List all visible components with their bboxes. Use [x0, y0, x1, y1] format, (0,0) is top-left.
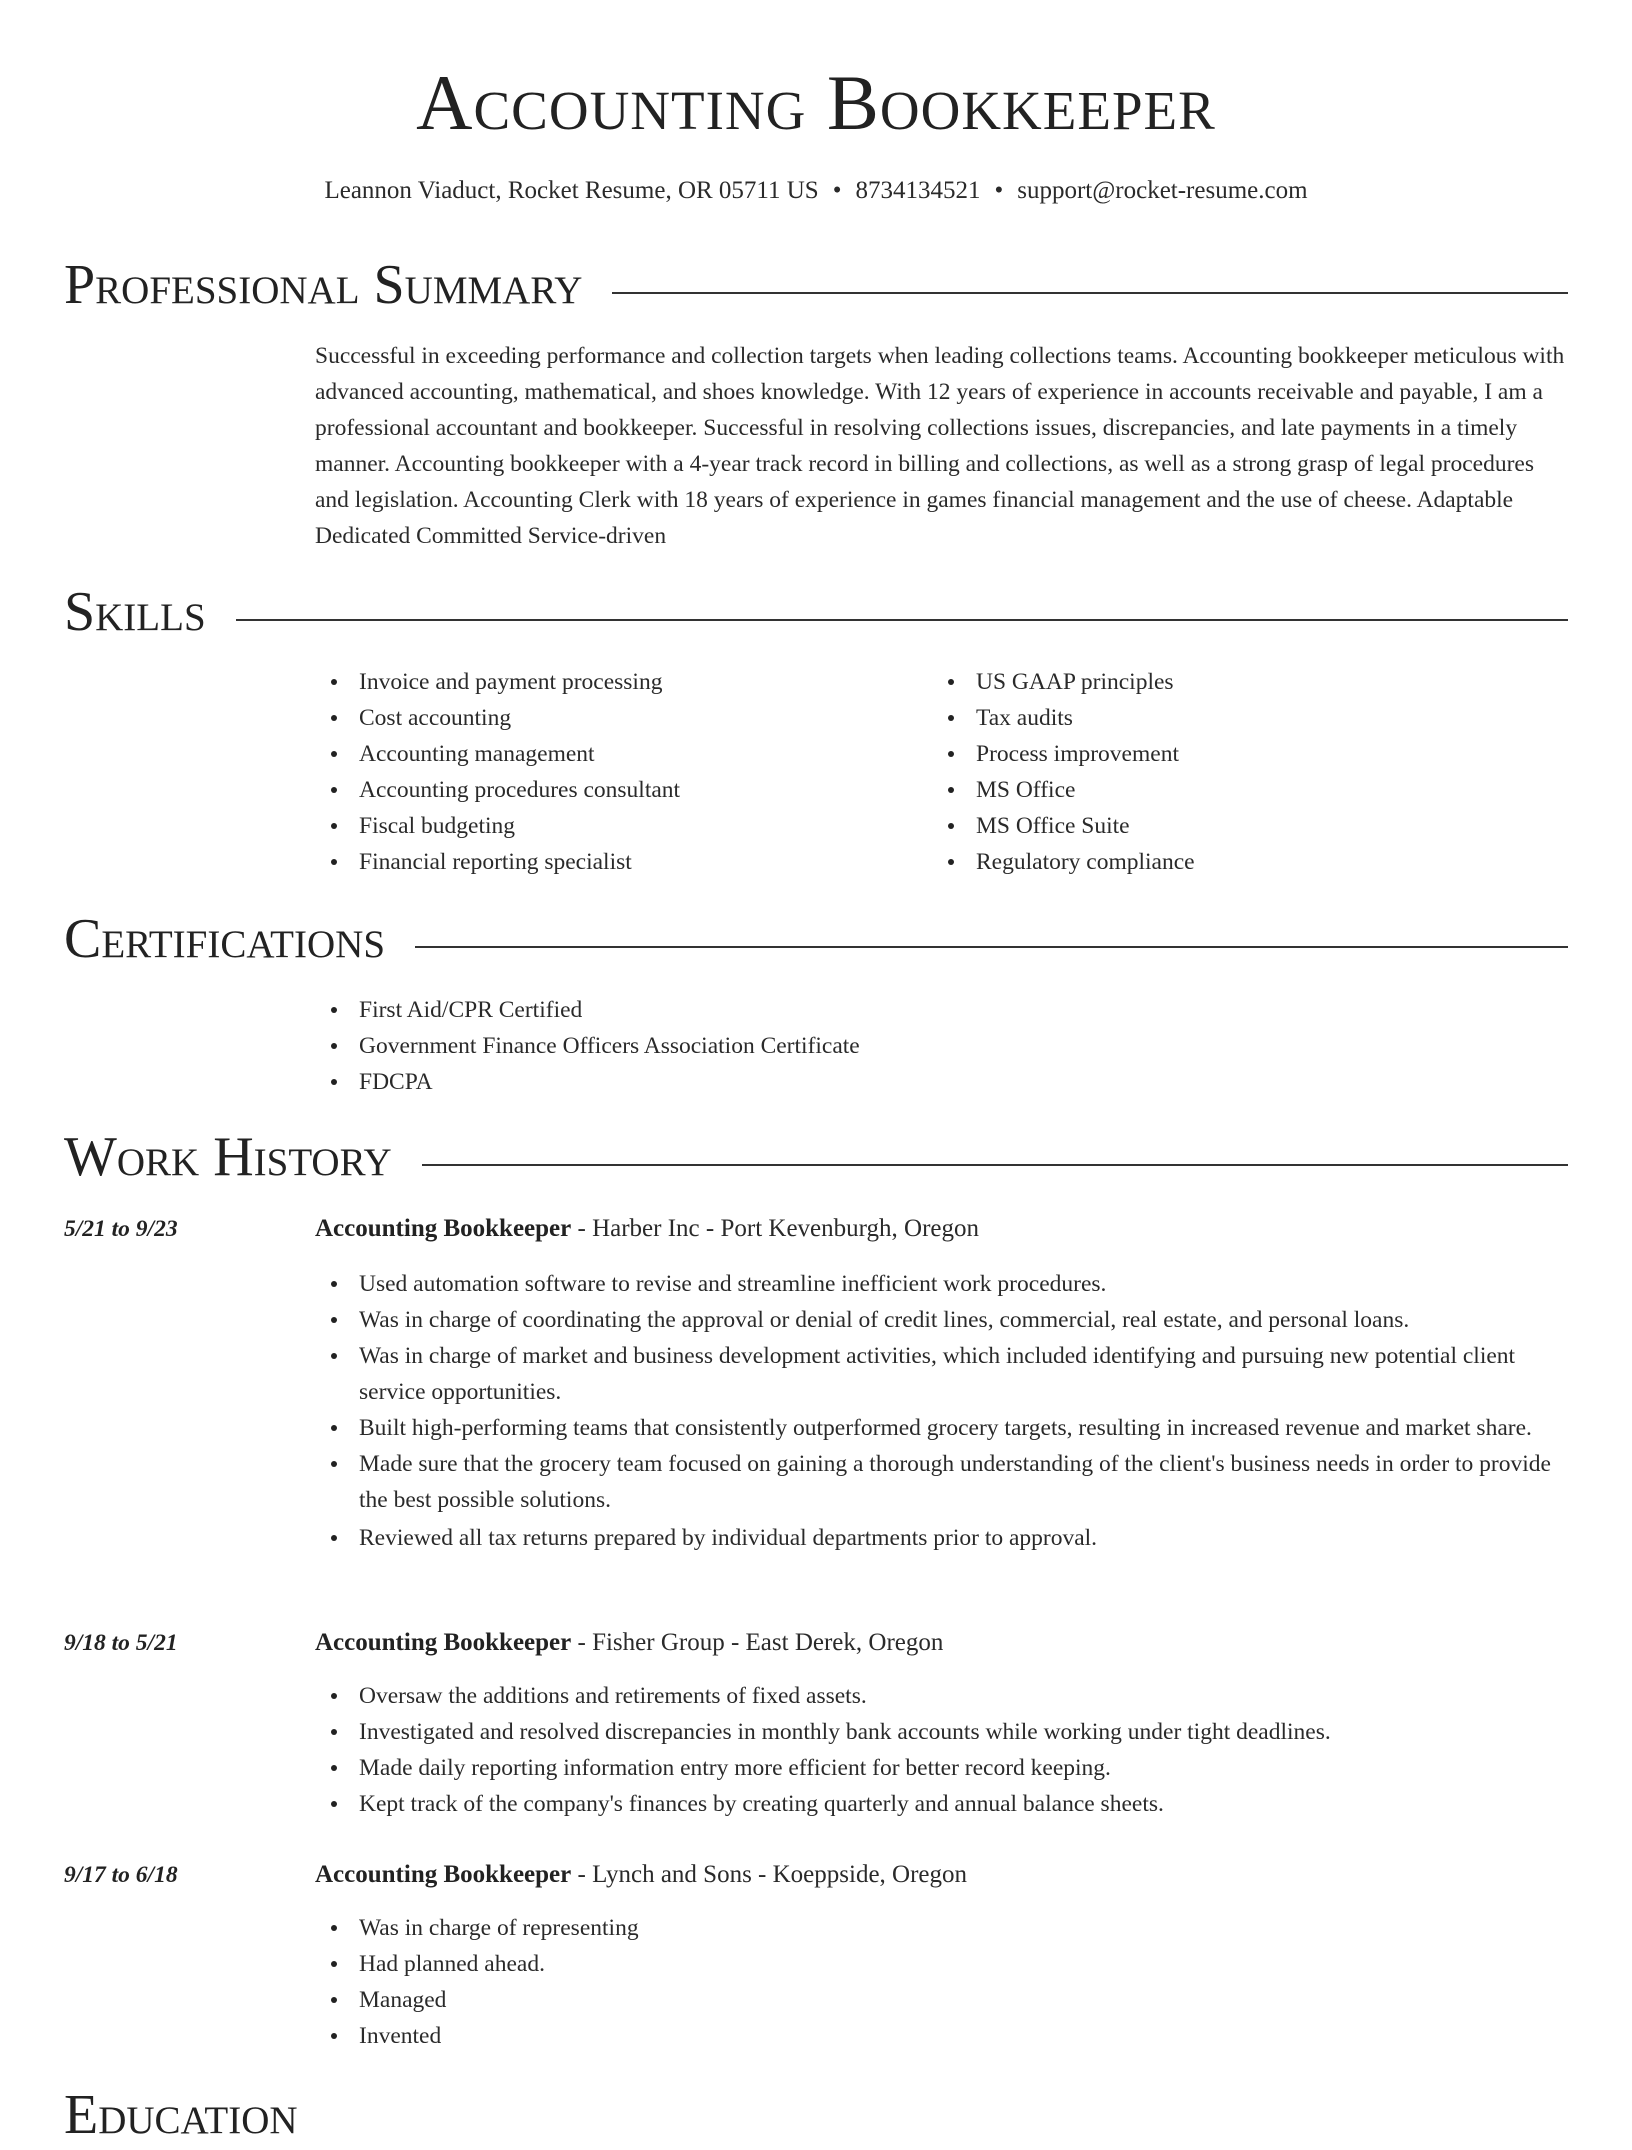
email: support@rocket-resume.com [1017, 177, 1308, 204]
section-header-education [64, 2080, 1568, 2150]
skill-item: Invoice and payment processing [315, 664, 915, 700]
address: Leannon Viaduct, Rocket Resume, OR 05711 US [324, 177, 819, 204]
phone: 8734134521 [855, 177, 981, 204]
skill-item: Accounting procedures consultant [315, 772, 915, 808]
job-bullet: Reviewed all tax returns prepared by individual departments prior to approval. [315, 1520, 1565, 1556]
section-header-certifications [64, 904, 1568, 974]
job-bullet: Was in charge of coordinating the approval or denial of credit lines, commercial, real estate, and personal loans. [315, 1302, 1565, 1338]
job-employer-location: - Fisher Group - East Derek, Oregon [571, 1629, 944, 1656]
certification-item: FDCPA [315, 1064, 1565, 1100]
candidate-name: Accounting Bookkeeper [416, 59, 1216, 146]
skill-item: Regulatory compliance [932, 844, 1532, 880]
job-dates: 9/17 to 6/18 [64, 1862, 178, 1888]
job-heading [315, 1211, 979, 1247]
job-employer-location: - Lynch and Sons - Koeppside, Oregon [571, 1861, 968, 1888]
certifications-list [315, 992, 1565, 1100]
job-bullet: Used automation software to revise and streamline inefficient work procedures. [315, 1266, 1565, 1302]
job-bullet: Was in charge of representing [315, 1910, 1565, 1946]
job-title: Accounting Bookkeeper [315, 1215, 572, 1242]
job-bullet: Invented [315, 2018, 1565, 2054]
job-bullet: Was in charge of market and business development activities, which included identifying and pursuing new potential client service opportunities. [315, 1338, 1565, 1410]
certification-item: First Aid/CPR Certified [315, 992, 1565, 1028]
section-title: Work History [64, 1122, 422, 1192]
section-header-summary [64, 250, 1568, 320]
skill-item: Accounting management [315, 736, 915, 772]
skill-item: Financial reporting specialist [315, 844, 915, 880]
job-title: Accounting Bookkeeper [315, 1861, 572, 1888]
skill-item: Cost accounting [315, 700, 915, 736]
summary-text: Successful in exceeding performance and collection targets when leading collections teams. Accounting bookkeeper meticulous with advanced accounting, mathematical, and shoes knowledge. With 12 years of experience in accounts receivable and payable, I am a professional accountant and bookkeeper. Successful in resolving collections issues, discrepancies, and late payments in a timely manner. Accounting bookkeeper with a 4-year track record in billing and collections, as well as a strong grasp of legal procedures and legislation. Accounting Clerk with 18 years of experience in games financial management and the use of cheese. Adaptable Dedicated Committed Service-driven [315, 343, 1565, 549]
skill-item: Tax audits [932, 700, 1532, 736]
job-bullet: Oversaw the additions and retirements of fixed assets. [315, 1678, 1565, 1714]
skill-item: MS Office [932, 772, 1532, 808]
job-bullet: Made sure that the grocery team focused on gaining a thorough understanding of the client's business needs in order to provide the best possible solutions. [315, 1446, 1565, 1518]
section-header-work-history [64, 1122, 1568, 1192]
job-dates: 9/18 to 5/21 [64, 1630, 178, 1656]
job-heading [315, 1857, 967, 1893]
job-bullet: Built high-performing teams that consistently outperformed grocery targets, resulting in increased revenue and market share. [315, 1410, 1565, 1446]
job-title: Accounting Bookkeeper [315, 1629, 572, 1656]
job-bullets [315, 1910, 1565, 2054]
section-header-skills [64, 577, 1568, 647]
job-heading [315, 1625, 943, 1661]
job-bullet: Made daily reporting information entry more efficient for better record keeping. [315, 1750, 1565, 1786]
skills-list-right [932, 664, 1532, 880]
job-bullet: Kept track of the company's finances by creating quarterly and annual balance sheets. [315, 1786, 1565, 1822]
job-bullets [315, 1266, 1565, 1556]
contact-line [0, 174, 1632, 208]
section-title: Skills [64, 577, 236, 647]
skill-item: Process improvement [932, 736, 1532, 772]
section-title: Professional Summary [64, 250, 612, 320]
certification-item: Government Finance Officers Association Certificate [315, 1028, 1565, 1064]
separator-dot: • [994, 177, 1004, 204]
section-title: Certifications [64, 904, 415, 974]
job-bullet: Had planned ahead. [315, 1946, 1565, 1982]
job-bullets [315, 1678, 1565, 1822]
separator-dot: • [832, 177, 842, 204]
job-employer-location: - Harber Inc - Port Kevenburgh, Oregon [571, 1215, 979, 1242]
skills-list-left [315, 664, 915, 880]
job-bullet: Investigated and resolved discrepancies in monthly bank accounts while working under tight deadlines. [315, 1714, 1565, 1750]
job-bullet: Managed [315, 1982, 1565, 2018]
section-divider [64, 619, 1568, 621]
skill-item: US GAAP principles [932, 664, 1532, 700]
section-title: Education [64, 2080, 328, 2150]
job-dates: 5/21 to 9/23 [64, 1216, 178, 1242]
skill-item: MS Office Suite [932, 808, 1532, 844]
skill-item: Fiscal budgeting [315, 808, 915, 844]
